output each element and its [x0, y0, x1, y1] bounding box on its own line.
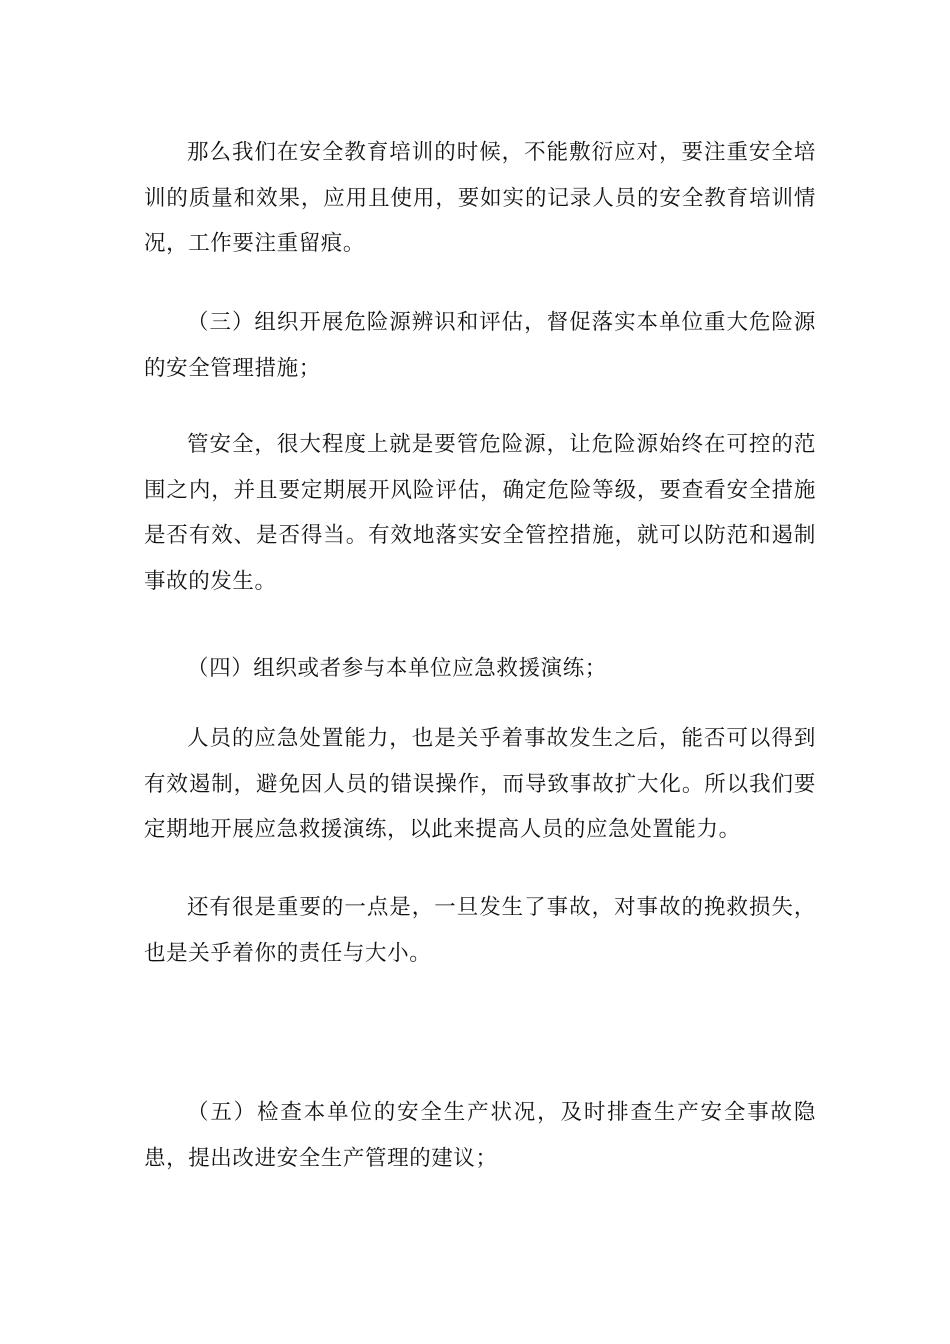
heading-safety-inspection: （五）检查本单位的安全生产状况，及时排查生产安全事故隐患，提出改进安全生产管理的建议； — [144, 1100, 816, 1171]
paragraph-accident-responsibility: 还有很是重要的一点是，一旦发生了事故，对事故的挽救损失，也是关乎着你的责任与大小。 — [144, 895, 816, 966]
paragraph-hazard-management: 管安全，很大程度上就是要管危险源，让危险源始终在可控的范围之内，并且要定期展开风险评估，确定危险等级，要查看安全措施是否有效、是否得当。有效地落实安全管控措施，就可以防范和遏制事故的发生。 — [144, 432, 816, 594]
paragraph-safety-training: 那么我们在安全教育培训的时候，不能敷衍应对，要注重安全培训的质量和效果，应用且使用，要如实的记录人员的安全教育培训情况，工作要注重留痕。 — [144, 140, 816, 256]
paragraph-emergency-capability: 人员的应急处置能力，也是关乎着事故发生之后，能否可以得到有效遏制，避免因人员的错误操作，而导致事故扩大化。所以我们要定期地开展应急救援演练，以此来提高人员的应急处置能力。 — [144, 726, 816, 842]
heading-hazard-identification: （三）组织开展危险源辨识和评估，督促落实本单位重大危险源的安全管理措施； — [144, 310, 816, 381]
heading-emergency-drill: （四）组织或者参与本单位应急救援演练； — [187, 656, 607, 681]
